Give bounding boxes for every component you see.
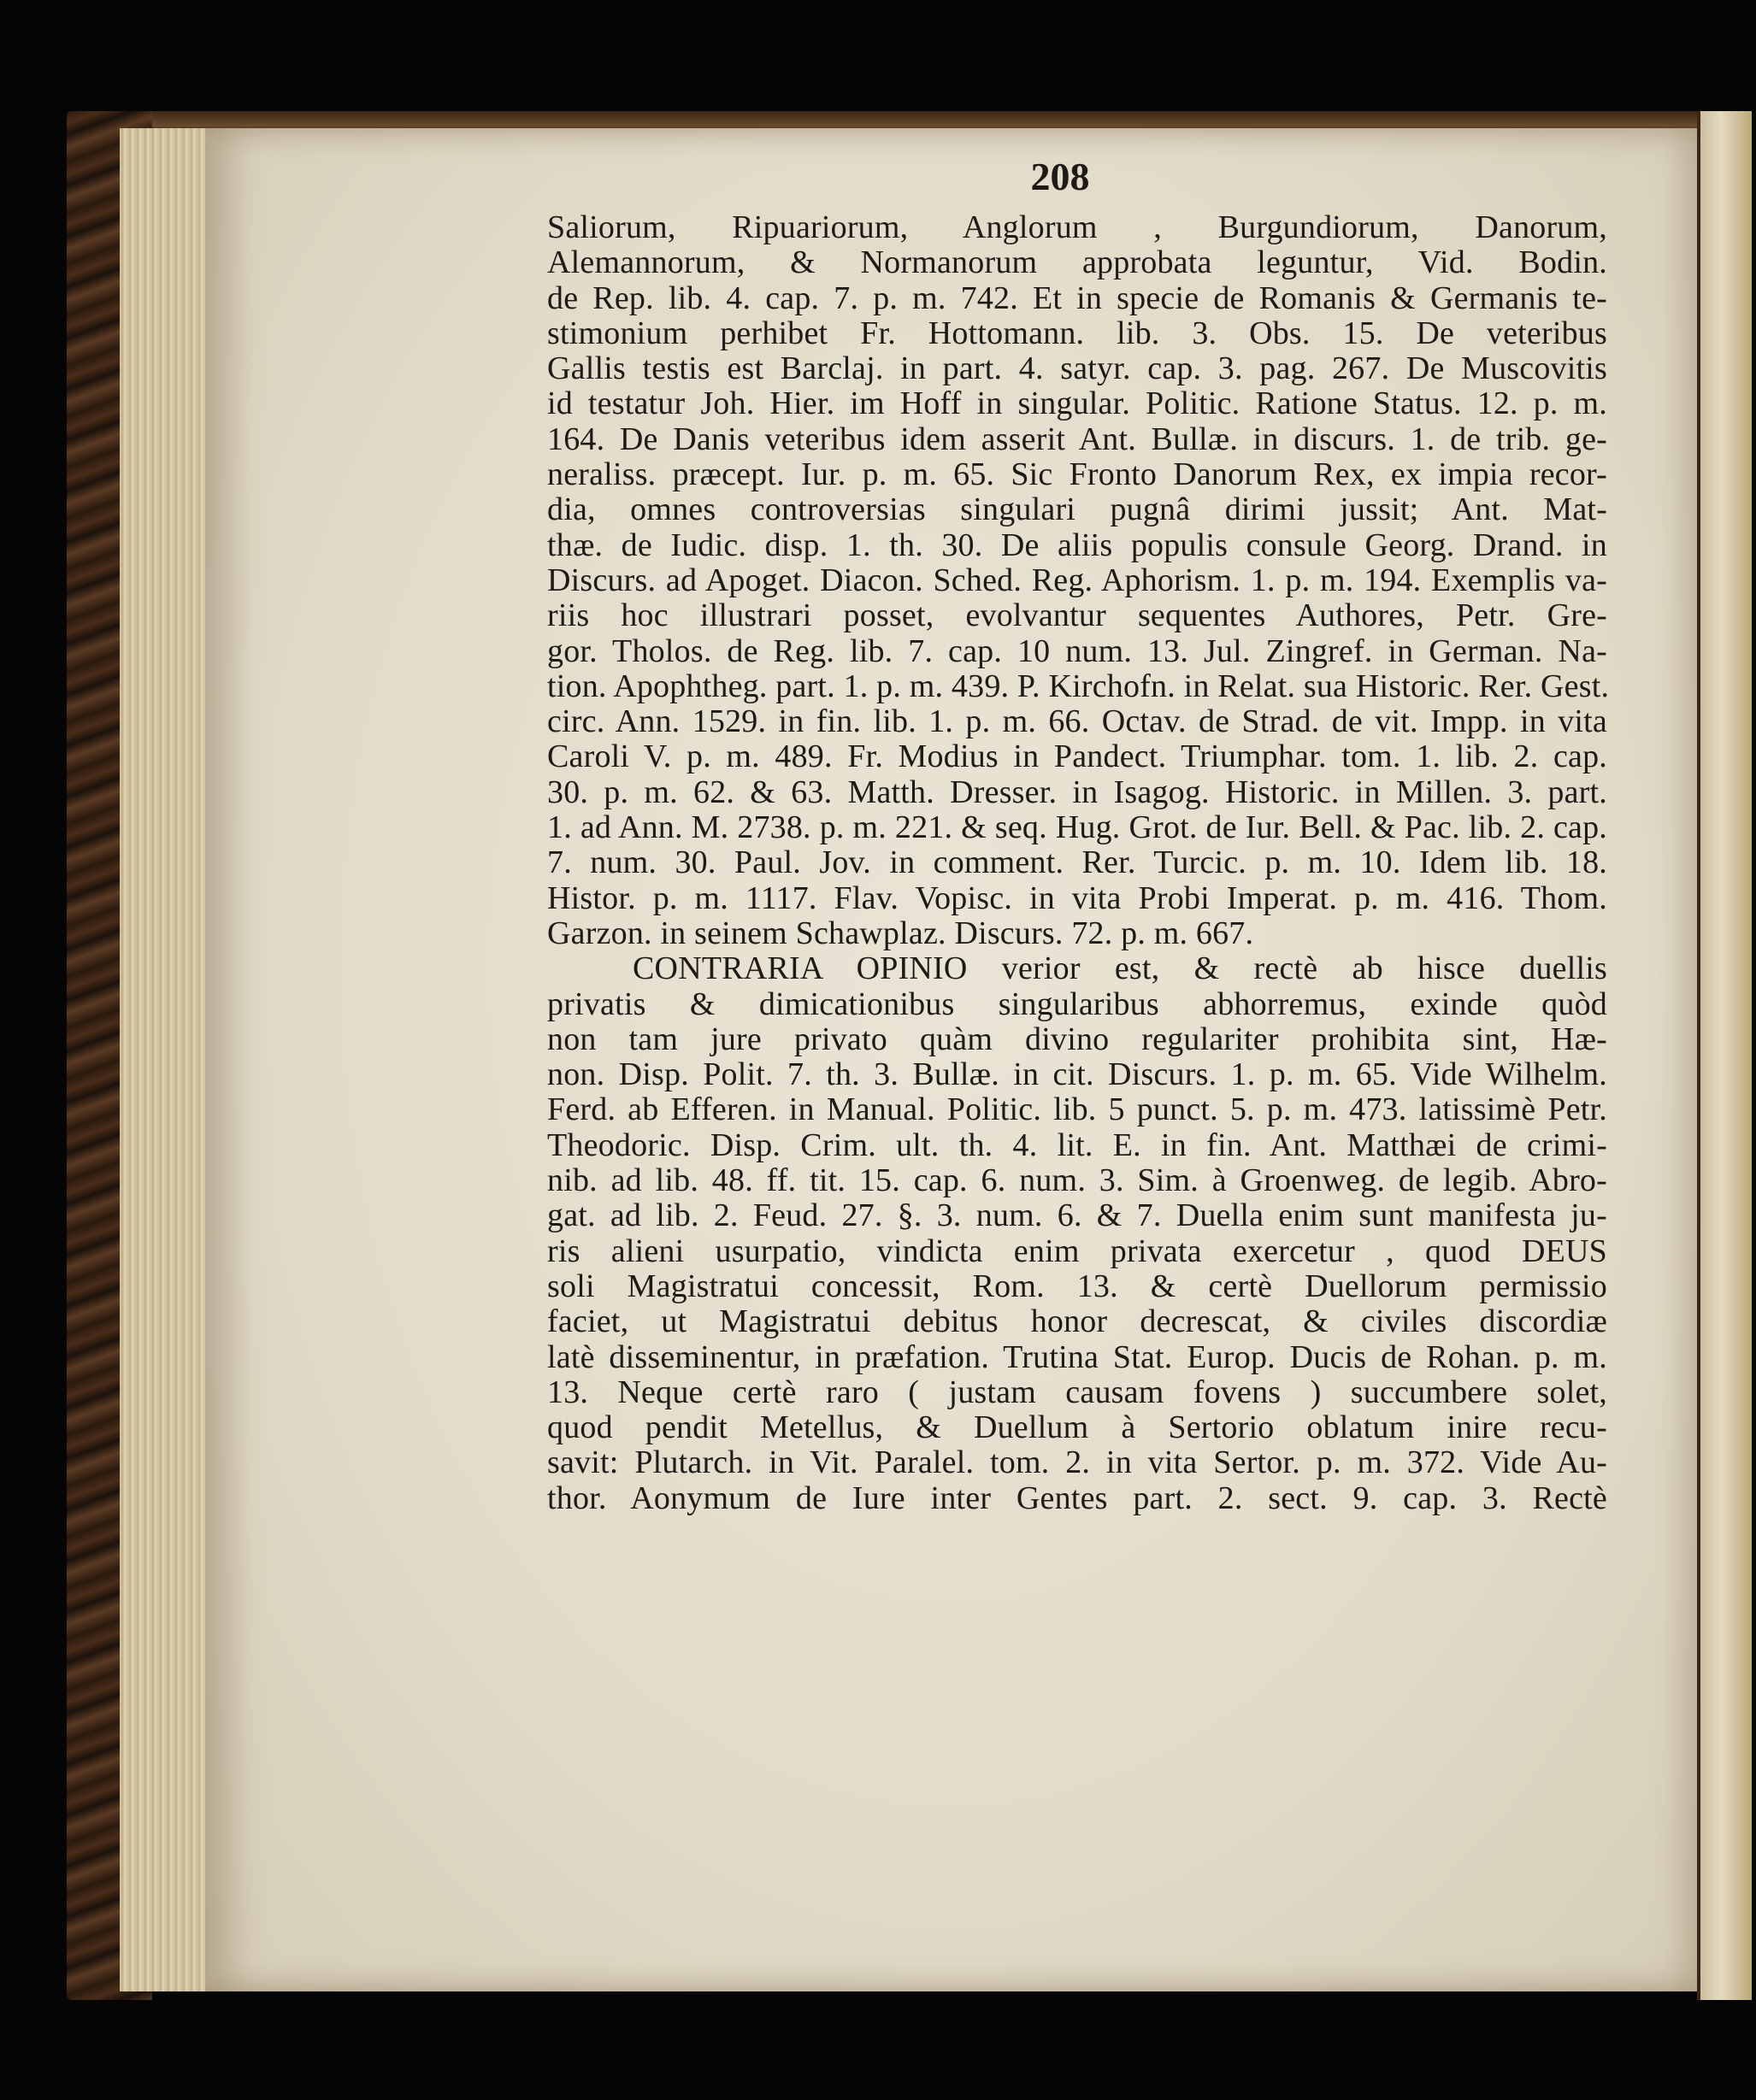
text-line: 7. num. 30. Paul. Jov. in comment. Rer. Turcic. p. m. 10. Idem lib. 18. [547,844,1607,881]
text-line: circ. Ann. 1529. in fin. lib. 1. p. m. 66. Octav. de Strad. de vit. Impp. in vita [547,703,1607,740]
text-line: gor. Tholos. de Reg. lib. 7. cap. 10 num. 13. Jul. Zingref. in German. Na- [547,632,1607,669]
text-line: Garzon. in seinem Schawplaz. Discurs. 72. p. m. 667. [547,915,1254,951]
text-line: Caroli V. p. m. 489. Fr. Modius in Pandect. Triumphar. tom. 1. lib. 2. cap. [547,738,1607,775]
text-line: tion. Apophtheg. part. 1. p. m. 439. P. Kirchofn. in Relat. sua Historic. Rer. Gest. [547,668,1610,704]
text-line: 164. De Danis veteribus idem asserit Ant. Bullæ. in discurs. 1. de trib. ge- [547,421,1607,457]
text-line: soli Magistratui concessit, Rom. 13. & certè Duellorum permissio [547,1268,1607,1304]
text-line: thæ. de Iudic. disp. 1. th. 30. De aliis populis consule Georg. Drand. in [547,526,1607,563]
text-line: Saliorum, Ripuariorum, Anglorum , Burgundiorum, Danorum, [547,209,1607,245]
text-line: gat. ad lib. 2. Feud. 27. §. 3. num. 6. & 7. Duella enim sunt manifesta ju- [547,1197,1607,1234]
body-text [547,209,1610,1516]
text-line: de Rep. lib. 4. cap. 7. p. m. 742. Et in specie de Romanis & Germanis te- [547,279,1607,316]
text-line: Ferd. ab Efferen. in Manual. Politic. lib. 5 punct. 5. p. m. 473. latissimè Petr. [547,1091,1607,1128]
text-line: nib. ad lib. 48. ff. tit. 15. cap. 6. num. 3. Sim. à Groenweg. de legib. Abro- [547,1162,1607,1199]
text-line: Discurs. ad Apoget. Diacon. Sched. Reg. Aphorism. 1. p. m. 194. Exemplis va- [547,562,1607,598]
text-line: Gallis testis est Barclaj. in part. 4. satyr. cap. 3. pag. 267. De Muscovitis [547,350,1607,387]
text-line: quod pendit Metellus, & Duellum à Sertorio oblatum inire recu- [547,1409,1607,1446]
text-line: ris alieni usurpatio, vindicta enim privata exercetur , quod DEUS [547,1232,1607,1269]
text-line: non tam jure privato quàm divino regulariter prohibita sint, Hæ- [547,1021,1607,1057]
text-line: CONTRARIA OPINIO verior est, & rectè ab hisce duellis [633,950,1607,987]
text-line: latè disseminentur, in præfation. Trutina Stat. Europ. Ducis de Rohan. p. m. [547,1338,1607,1375]
text-line: 1. ad Ann. M. 2738. p. m. 221. & seq. Hug. Grot. de Iur. Bell. & Pac. lib. 2. cap. [547,809,1607,846]
text-line: dia, omnes controversias singulari pugnâ dirimi jussit; Ant. Mat- [547,491,1607,528]
text-line: Histor. p. m. 1117. Flav. Vopisc. in vita Probi Imperat. p. m. 416. Thom. [547,879,1607,916]
text-line: non. Disp. Polit. 7. th. 3. Bullæ. in cit. Discurs. 1. p. m. 65. Vide Wilhelm. [547,1056,1607,1093]
text-line: 30. p. m. 62. & 63. Matth. Dresser. in Isagog. Historic. in Millen. 3. part. [547,774,1607,810]
text-line: id testatur Joh. Hier. im Hoff in singular. Politic. Ratione Status. 12. p. m. [547,385,1607,422]
text-line: Theodoric. Disp. Crim. ult. th. 4. lit. E. in fin. Ant. Matthæi de crimi- [547,1126,1607,1163]
text-line: savit: Plutarch. in Vit. Paralel. tom. 2. in vita Sertor. p. m. 372. Vide Au- [547,1444,1607,1481]
text-line: riis hoc illustrari posset, evolvantur sequentes Authores, Petr. Gre- [547,597,1607,634]
text-line: Alemannorum, & Normanorum approbata leguntur, Vid. Bodin. [547,244,1607,281]
text-line: stimonium perhibet Fr. Hottomann. lib. 3. Obs. 15. De veteribus [547,315,1607,351]
text-line: thor. Aonymum de Iure inter Gentes part. 2. sect. 9. cap. 3. Rectè [547,1479,1607,1516]
page-number: 208 [1030,155,1090,198]
text-line: 13. Neque certè raro ( justam causam fovens ) succumbere solet, [547,1374,1607,1410]
text-line: faciet, ut Magistratui debitus honor decrescat, & civiles discordiæ [547,1303,1607,1340]
text-line: privatis & dimicationibus singularibus abhorremus, exinde quòd [547,985,1607,1022]
facing-page-edge [1697,111,1752,2000]
text-line: neraliss. præcept. Iur. p. m. 65. Sic Fronto Danorum Rex, ex impia recor- [547,456,1607,493]
